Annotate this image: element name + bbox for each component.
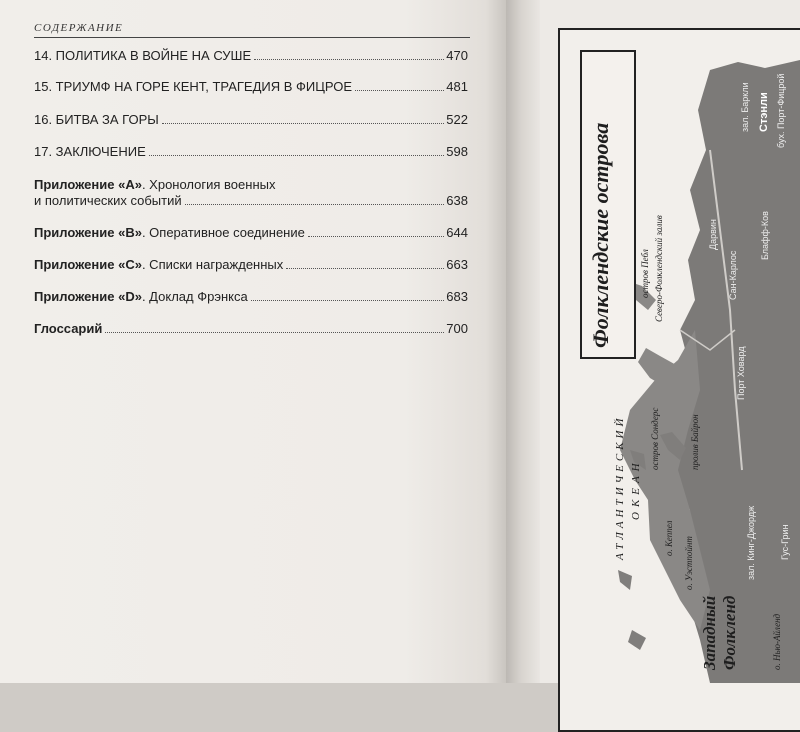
map-label-king-george: зал. Кинг-Джордж bbox=[746, 505, 756, 580]
toc-entry-page: 481 bbox=[446, 79, 468, 94]
appendix-a-second-line bbox=[34, 193, 468, 209]
toc-entry-page: 683 bbox=[446, 289, 468, 304]
appendix-a-first-line bbox=[34, 177, 468, 193]
map-label-byron: пролив Байрон bbox=[690, 414, 700, 470]
leader-dots bbox=[185, 203, 445, 205]
leader-dots bbox=[105, 331, 444, 333]
map-label-darwin: Дарвин bbox=[708, 219, 718, 250]
map-label-goose-green: Гус-Грин bbox=[780, 524, 790, 560]
toc-appendix-d[interactable] bbox=[34, 289, 468, 305]
leader-dots bbox=[286, 267, 444, 269]
appendix-title-line2: и политических событий bbox=[34, 193, 182, 208]
ocean-label-line1: АТЛАНТИЧЕСКИЙ bbox=[614, 414, 626, 560]
toc-entry-title: 17. ЗАКЛЮЧЕНИЕ bbox=[34, 144, 146, 159]
appendix-label: Приложение «С» bbox=[34, 257, 142, 272]
toc-entry-page: 470 bbox=[446, 48, 468, 63]
toc-entry-title: 16. БИТВА ЗА ГОРЫ bbox=[34, 112, 159, 127]
map-label-new-island: о. Нью-Айленд bbox=[772, 613, 782, 670]
map-label-port-howard: Порт Ховард bbox=[736, 346, 746, 400]
toc-glossary[interactable] bbox=[34, 321, 468, 337]
leader-dots bbox=[251, 299, 445, 301]
region-label-line1: Западный bbox=[700, 595, 719, 670]
appendix-title: . Доклад Фрэнкса bbox=[141, 289, 248, 304]
toc-entry-title: 15. ТРИУМФ НА ГОРЕ КЕНТ, ТРАГЕДИЯ В ФИЦРОЕ bbox=[34, 79, 353, 94]
book-gutter bbox=[506, 0, 540, 683]
region-label-line2: Фолкленд bbox=[720, 595, 739, 670]
map-title: Фолклендские острова bbox=[588, 122, 613, 348]
appendix-label: Приложение «А» bbox=[34, 177, 142, 192]
glossary-label: Глоссарий bbox=[34, 321, 103, 336]
map-label-san-carlos: Сан-Карлос bbox=[728, 250, 738, 300]
appendix-label: Приложение «В» bbox=[34, 225, 142, 240]
toc-entry-title: 14. ПОЛИТИКА В ВОЙНЕ НА СУШЕ bbox=[34, 48, 252, 63]
map-label-keppel: о. Кеппел bbox=[664, 520, 674, 556]
toc-entry-16[interactable] bbox=[34, 112, 468, 128]
map-label-westpoint: о. Уэстпойнт bbox=[684, 536, 694, 590]
toc-entry-page: 663 bbox=[446, 257, 468, 272]
leader-dots bbox=[355, 89, 444, 91]
map-label-fitzroy: бух. Порт-Фицрой bbox=[776, 73, 786, 148]
map-label-saunders: остров Сондерс bbox=[650, 407, 660, 470]
map-label-stanley: Стэнли bbox=[758, 92, 770, 132]
map-label-barclay: зал. Баркли bbox=[740, 82, 750, 132]
appendix-title-line1: . Хронология военных bbox=[141, 177, 276, 192]
leader-dots bbox=[254, 58, 444, 60]
island-new bbox=[628, 630, 646, 650]
toc-appendix-b[interactable] bbox=[34, 225, 468, 241]
toc-appendix-a[interactable] bbox=[34, 177, 468, 209]
toc-entry-15[interactable] bbox=[34, 79, 468, 95]
island-westpoint bbox=[618, 570, 632, 590]
appendix-title: . Списки награжденных bbox=[141, 257, 284, 272]
map-label-pebble: остров Пебл bbox=[640, 249, 650, 298]
toc-entry-page: 522 bbox=[446, 112, 468, 127]
toc-entry-page: 644 bbox=[446, 225, 468, 240]
appendix-title: . Оперативное соединение bbox=[141, 225, 305, 240]
leader-dots bbox=[162, 122, 445, 124]
map-label-north-sound: Северо-Фолклендский залив bbox=[654, 215, 664, 322]
toc-entry-page: 598 bbox=[446, 144, 468, 159]
toc-entry-14[interactable] bbox=[34, 48, 468, 64]
toc-appendix-c[interactable] bbox=[34, 257, 468, 273]
map-label-bluff-cove: Блафф-Ков bbox=[760, 211, 770, 260]
toc-entry-page: 700 bbox=[446, 321, 468, 336]
leader-dots bbox=[308, 235, 444, 237]
toc-entry-page: 638 bbox=[446, 193, 468, 208]
ocean-label-line2: ОКЕАН bbox=[630, 458, 642, 520]
toc-entry-17[interactable] bbox=[34, 144, 468, 160]
leader-dots bbox=[149, 154, 445, 156]
header-rule bbox=[34, 37, 470, 38]
table-of-contents bbox=[34, 48, 468, 337]
running-head: СОДЕРЖАНИЕ bbox=[34, 22, 124, 34]
appendix-label: Приложение «D» bbox=[34, 289, 142, 304]
